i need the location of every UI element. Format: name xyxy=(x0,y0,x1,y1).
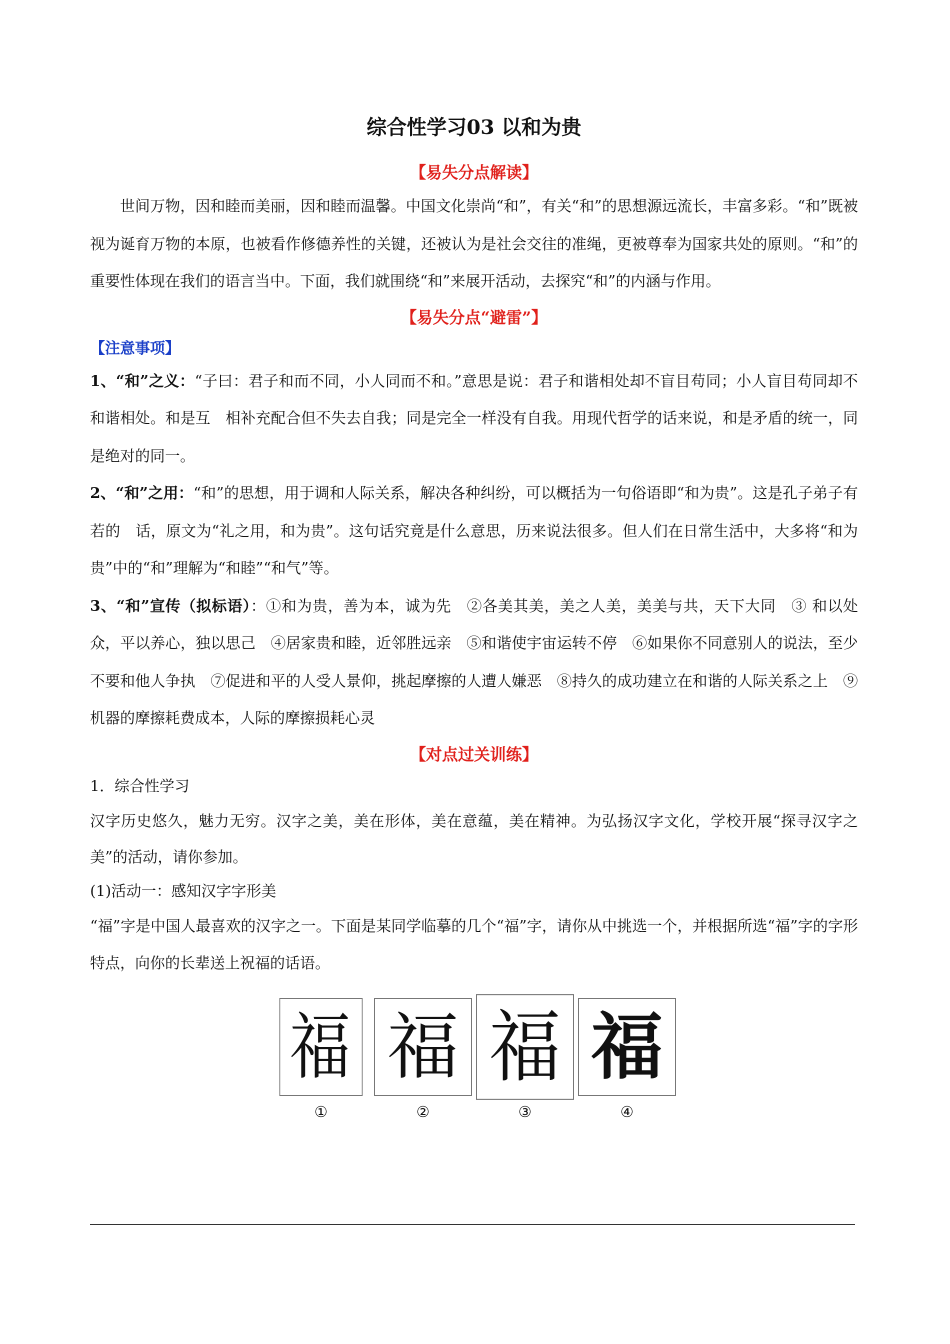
fu-option xyxy=(476,998,574,1126)
fu-character-image: 福 xyxy=(279,998,362,1096)
activity-label: (1)活动一：感知汉字字形美 xyxy=(90,881,277,900)
page-title: 综合性学习03 以和为贵 xyxy=(366,115,582,139)
note-item-label: 2、“和”之用： xyxy=(90,484,194,502)
fu-option-number: ③ xyxy=(518,1102,532,1121)
fu-option xyxy=(272,998,370,1126)
answer-line[interactable] xyxy=(90,1224,855,1225)
note-item-text: “和”的思想，用于调和人际关系，解决各种纠纷，可以概括为一句俗语即“和为贵”。这是孔子弟子有若的 话，原文为“礼之用，和为贵”。这句话究竟是什么意思，历来说法很多。但人们在日常生活中，大多将“和为贵”中的“和”理解为“和睦”“和气”等。 xyxy=(90,484,858,577)
notes-heading: 【注意事项】 xyxy=(90,338,181,357)
note-item-slogans xyxy=(90,588,858,738)
fu-character-image: 福 xyxy=(578,998,676,1096)
section-heading-pitfalls: 【易失分点“避雷”】 xyxy=(400,307,548,327)
intro-paragraph: 世间万物，因和睦而美丽，因和睦而温馨。中国文化崇尚“和”，有关“和”的思想源远流长，丰富多彩。“和”既被视为诞育万物的本原，也被看作修德养性的关键，还被认为是社会交往的准绳，更被尊奉为国家共处的原则。“和”的重要性体现在我们的语言当中。下面，我们就围绕“和”来展开活动，去探究“和”的内涵与作用。 xyxy=(90,197,858,290)
section-heading-analysis: 【易失分点解读】 xyxy=(409,163,538,182)
question-intro: 汉字历史悠久，魅力无穷。汉字之美，美在形体，美在意蕴，美在精神。为弘扬汉字文化，学校开展“探寻汉字之美”的活动，请你参加。 xyxy=(90,811,858,866)
fu-option-number: ① xyxy=(314,1102,328,1121)
note-item-label: 1、“和”之义： xyxy=(90,371,195,390)
fu-character-image: 福 xyxy=(374,998,472,1096)
note-item-label: 3、“和”宣传（拟标语） xyxy=(90,596,251,615)
fu-option-number: ② xyxy=(416,1102,430,1121)
note-item-meaning xyxy=(90,363,858,476)
document-page xyxy=(90,110,858,1126)
note-item-text: ：①和为贵，善为本，诚为先 ②各美其美，美之人美，美美与共，天下大同 ③ 和以处众，平以养心，独以思己 ④居家贵和睦，近邻胜远亲 ⑤和谐使宇宙运转不停 ⑥如果你不同意别人的说法，至少不要和他人争执 ⑦促进和平的人受人景仰，挑起摩擦的人遭人嫌恶 ⑧持久的成功建立在和谐的人际关系之上 ⑨机器的摩擦耗费成本，人际的摩擦损耗心灵 xyxy=(90,596,858,727)
section-heading-training: 【对点过关训练】 xyxy=(409,744,538,764)
note-item-usage xyxy=(90,475,858,588)
fu-character-gallery xyxy=(90,998,858,1126)
fu-option-number: ④ xyxy=(620,1102,634,1121)
fu-character-image: 福 xyxy=(476,994,574,1100)
question-title: 1．综合性学习 xyxy=(90,776,190,795)
fu-option xyxy=(374,998,472,1126)
fu-option xyxy=(578,998,676,1126)
question-task: “福”字是中国人最喜欢的汉字之一。下面是某同学临摹的几个“福”字，请你从中挑选一个，并根据所选“福”字的字形特点，向你的长辈送上祝福的话语。 xyxy=(90,916,858,972)
note-item-text: “子曰：君子和而不同，小人同而不和。”意思是说：君子和谐相处却不盲目苟同；小人盲目苟同却不和谐相处。和是互 相补充配合但不失去自我；同是完全一样没有自我。用现代哲学的话来说，和是矛盾的统一，同是绝对的同一。 xyxy=(90,371,858,465)
